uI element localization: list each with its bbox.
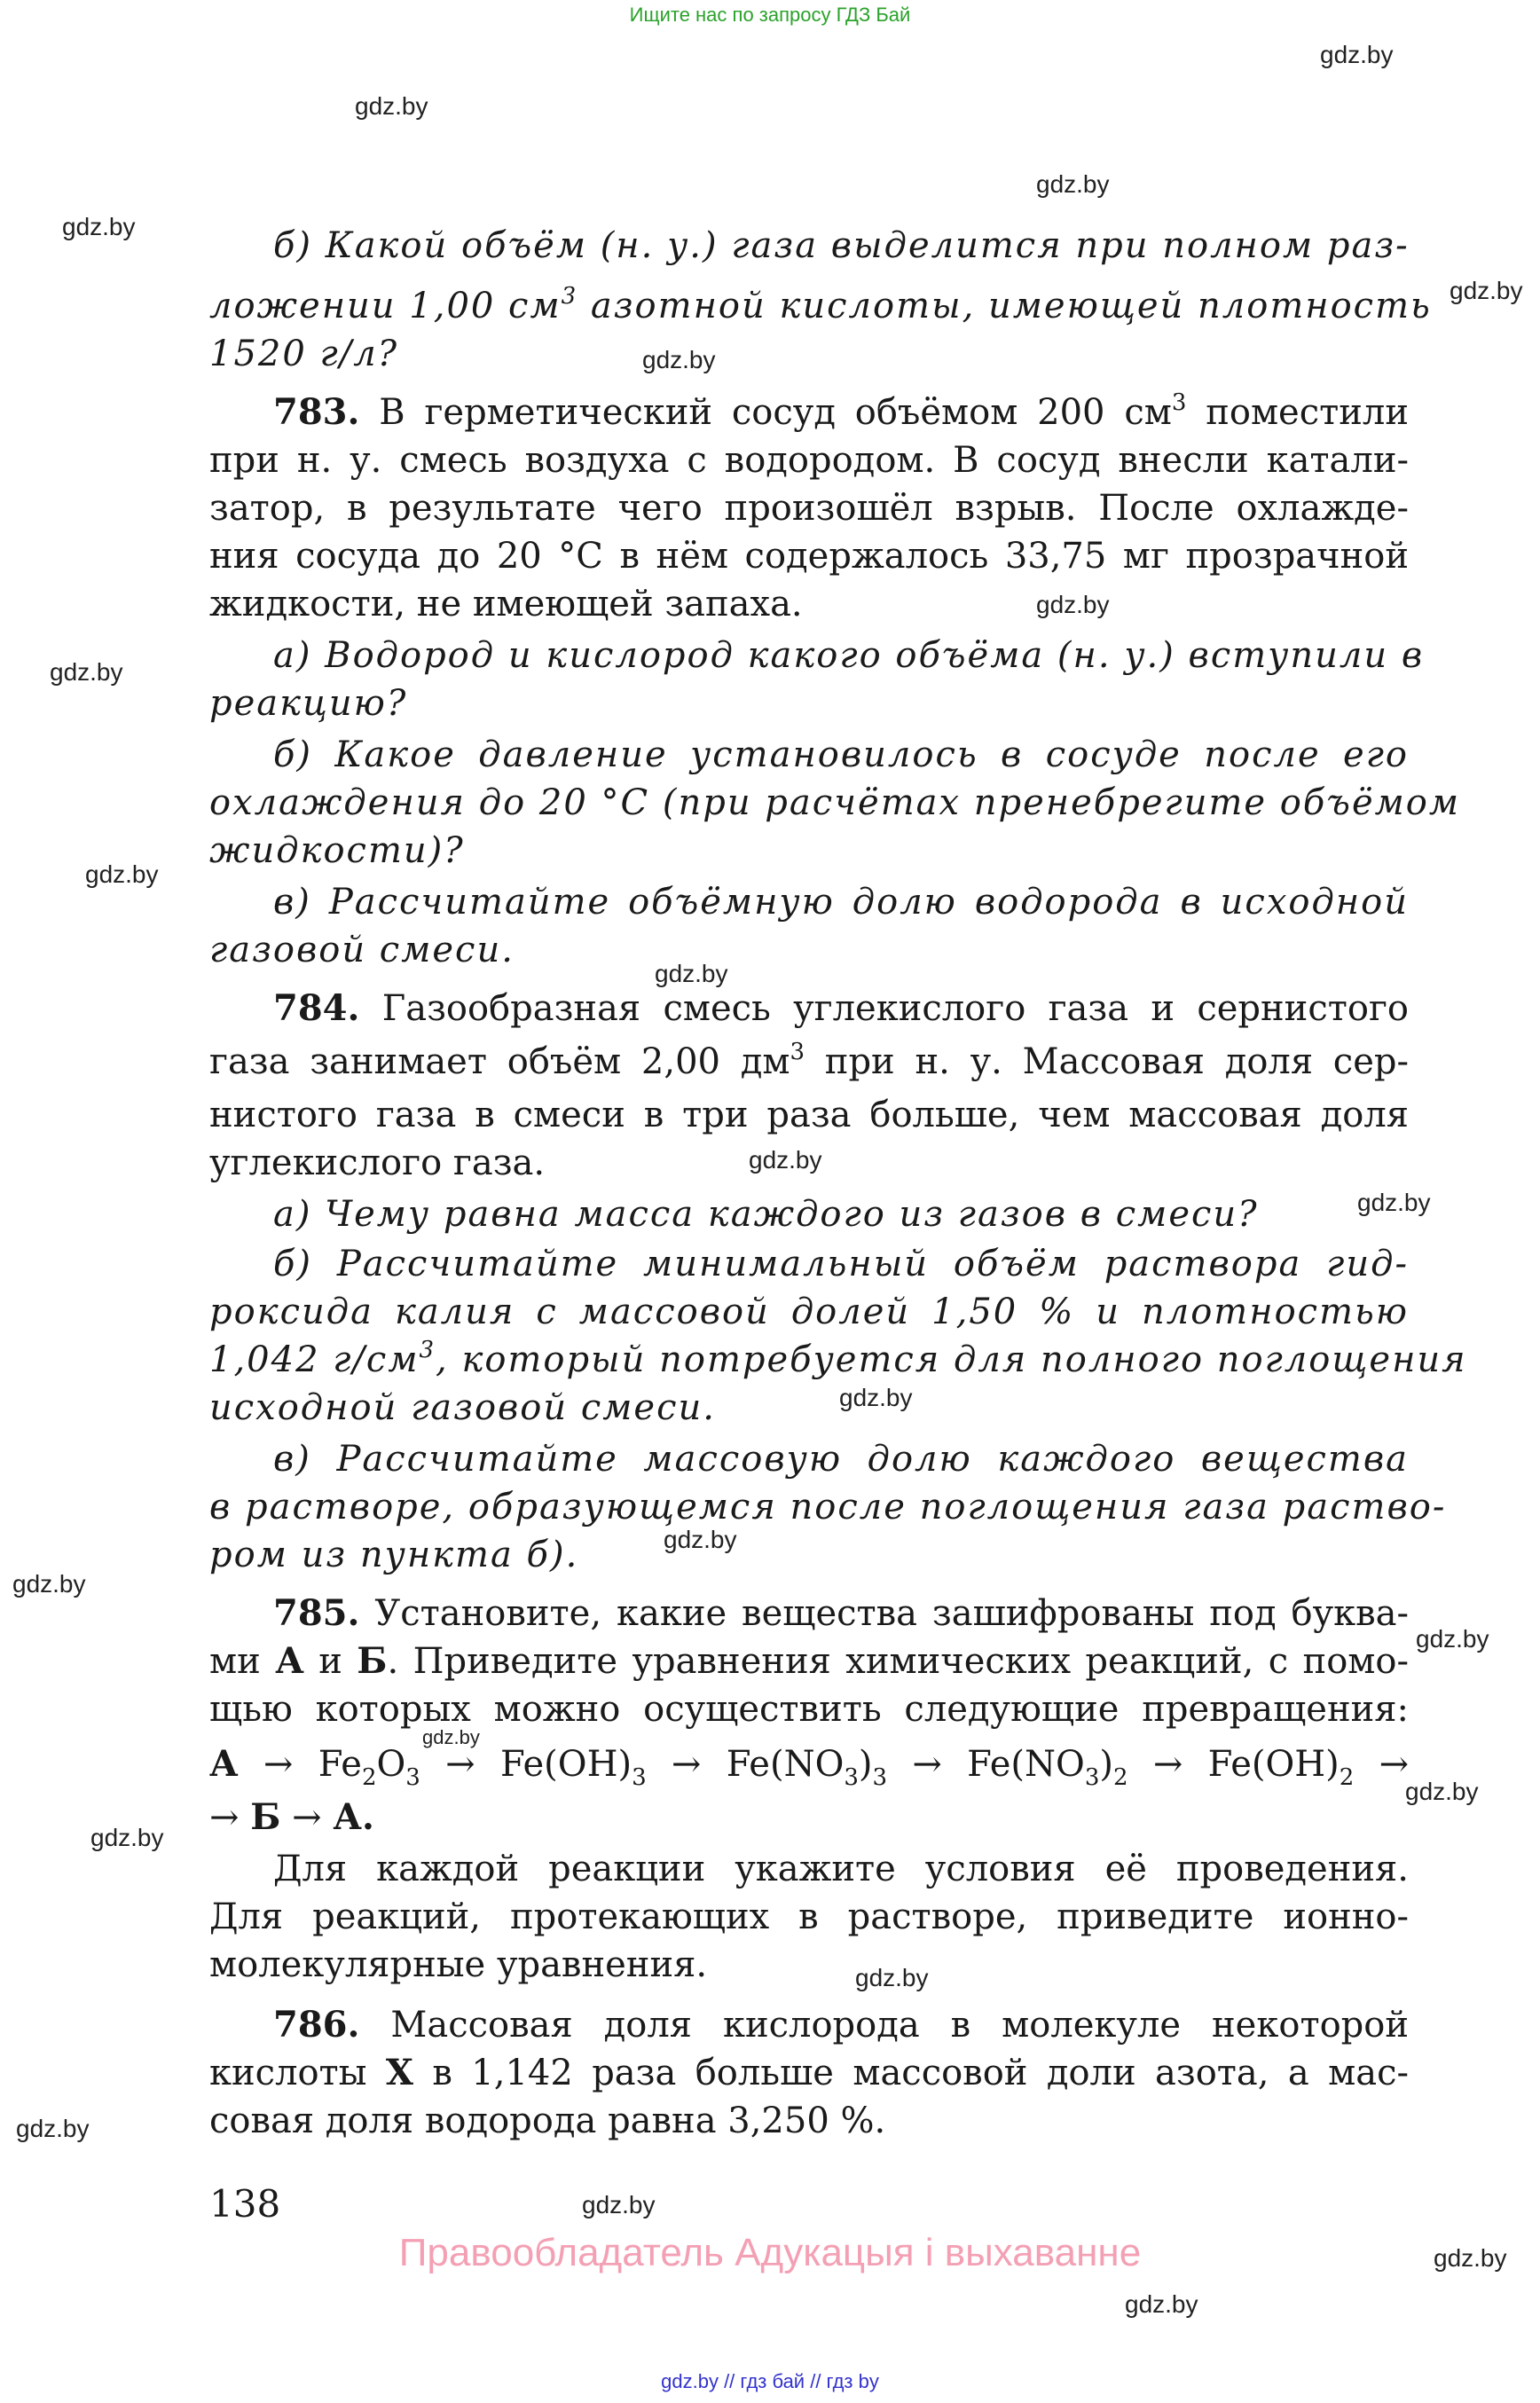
task-783-line: жидкости, не имеющей запаха.: [209, 584, 803, 624]
watermark: gdz.by: [85, 860, 159, 888]
task-number: 785.: [273, 1592, 360, 1634]
task-783c-line: в) Рассчитайте объёмную долю водорода в исходной: [273, 882, 1409, 923]
task-number: 784.: [273, 987, 360, 1029]
watermark: gdz.by: [1405, 1778, 1479, 1805]
task-785-scheme-line: → Б → А.: [209, 1796, 374, 1838]
watermark: gdz.by: [90, 1824, 164, 1851]
watermark: gdz.by: [582, 2191, 656, 2218]
task-783-line: ния сосуда до 20 °С в нём содержалось 33,75 мг прозрачной: [209, 536, 1409, 577]
watermark: gdz.by: [16, 2115, 90, 2142]
watermark: gdz.by: [1320, 41, 1394, 68]
task-784b-line: б) Рассчитайте минимальный объём раствора гид-: [273, 1244, 1409, 1284]
task-785-line: щью которых можно осуществить следующие превращения:: [209, 1689, 1409, 1730]
task-783-line: 783. В герметический сосуд объёмом 200 $см^3$ поместили: [273, 389, 1409, 433]
watermark: gdz.by: [1357, 1189, 1431, 1216]
page-number: 138: [209, 2182, 281, 2226]
watermark: gdz.by: [642, 346, 716, 373]
watermark: gdz.by: [664, 1526, 737, 1553]
task-786-line: кислоты X в 1,142 раза больше массовой доли азота, а мас-: [209, 2052, 1409, 2093]
watermark: gdz.by: [1125, 2290, 1198, 2318]
task-783a-line: а) Водород и кислород какого объёма (н. у.) вступили в: [273, 635, 1425, 676]
watermark: gdz.by: [422, 1726, 480, 1748]
task-783b-line: б) Какое давление установилось в сосуде после его: [273, 734, 1409, 775]
task-784c-line: в) Рассчитайте массовую долю каждого вещества: [273, 1439, 1409, 1480]
task-number: 786.: [273, 2004, 360, 2046]
task-783a-line: реакцию?: [209, 683, 408, 724]
task-784c-line: ром из пункта б).: [209, 1535, 579, 1575]
footer-links[interactable]: gdz.by // гдз бай // гдз by: [661, 2370, 879, 2392]
task-784a-line: а) Чему равна масса каждого из газов в смеси?: [273, 1194, 1259, 1235]
task-785-scheme-line: $А \to Fe_2O_3 \to Fe(OH)_3 \to Fe(NO_3)_3 \to Fe(NO_3)_2 \to Fe(OH)_2$ →: [209, 1743, 1410, 1791]
watermark: gdz.by: [1450, 277, 1523, 304]
task-783-line: при н. у. смесь воздуха с водородом. В сосуд внесли катали-: [209, 440, 1409, 481]
task-786-line: 786. Массовая доля кислорода в молекуле некоторой: [273, 2004, 1409, 2046]
watermark: gdz.by: [1434, 2244, 1507, 2272]
watermark: gdz.by: [12, 1570, 86, 1598]
task-783-line: затор, в результате чего произошёл взрыв. После охлажде-: [209, 488, 1409, 529]
watermark: gdz.by: [355, 92, 428, 120]
task-783c-line: газовой смеси.: [209, 930, 515, 970]
task-784-line: 784. Газообразная смесь углекислого газа и сернистого: [273, 987, 1409, 1029]
watermark: gdz.by: [655, 960, 728, 987]
search-hint-link[interactable]: Ищите нас по запросу ГДЗ Бай: [629, 4, 911, 26]
watermark: gdz.by: [1036, 170, 1110, 198]
watermark: gdz.by: [749, 1146, 822, 1174]
task-number: 783.: [273, 391, 360, 433]
watermark: gdz.by: [855, 1964, 929, 1991]
watermark: gdz.by: [1416, 1625, 1489, 1653]
task-784-line: нистого газа в смеси в три раза больше, чем массовая доля: [209, 1095, 1409, 1135]
task-785-line: ми А и Б. Приведите уравнения химических реакций, с помо-: [209, 1640, 1409, 1682]
task-785-line: молекулярные уравнения.: [209, 1944, 708, 1985]
task-784b-line: исходной газовой смеси.: [209, 1387, 716, 1428]
watermark: gdz.by: [1036, 591, 1110, 618]
watermark: gdz.by: [839, 1384, 913, 1411]
watermark: gdz.by: [50, 658, 123, 686]
task-786-line: совая доля водорода равна 3,250 %.: [209, 2101, 886, 2141]
task-785-line: 785. Установите, какие вещества зашифрованы под буква-: [273, 1592, 1409, 1634]
watermark: gdz.by: [62, 213, 136, 240]
task-785-line: Для каждой реакции укажите условия её проведения.: [273, 1849, 1409, 1889]
task-784c-line: в растворе, образующемся после поглощения газа раство-: [209, 1487, 1447, 1527]
copyright-notice: Правообладатель Адукацыя і выхаванне: [398, 2231, 1142, 2274]
task-784b-line: роксида калия с массовой долей 1,50 % и плотностью: [209, 1292, 1409, 1332]
task-782b-line: 1520 г/л?: [209, 334, 399, 374]
task-784b-line: 1,042 $г/см^3$, который потребуется для полного поглощения: [209, 1337, 1467, 1380]
task-783b-line: жидкости)?: [209, 830, 465, 871]
task-784-line: газа занимает объём 2,00 $дм^3$ при н. у. Массовая доля сер-: [209, 1039, 1410, 1082]
task-784-line: углекислого газа.: [209, 1143, 546, 1183]
task-785-line: Для реакций, протекающих в растворе, приведите ионно-: [209, 1896, 1409, 1937]
task-782b-line: б) Какой объём (н. у.) газа выделится при полном раз-: [273, 225, 1410, 266]
task-782b-line: ложении 1,00 $см^3$ азотной кислоты, имеющей плотность: [209, 283, 1432, 326]
task-783b-line: охлаждения до 20 °С (при расчётах пренебрегите объёмом: [209, 782, 1461, 823]
